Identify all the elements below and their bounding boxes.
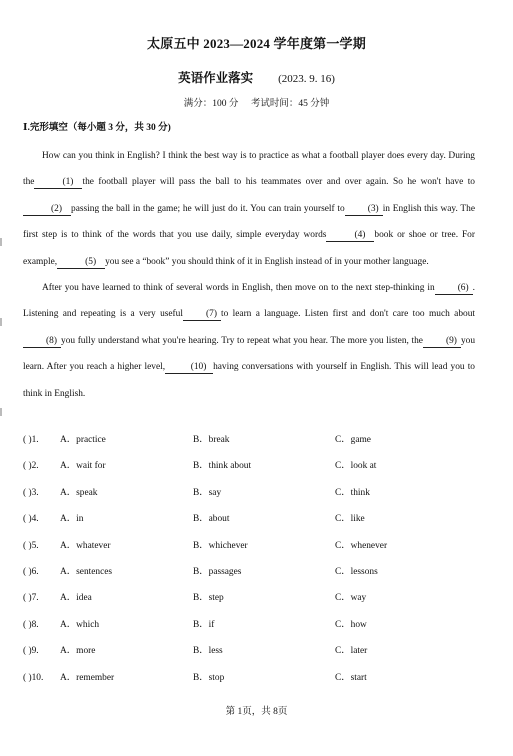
question-row (23, 512, 493, 538)
margin-mark (0, 408, 2, 416)
passage-text: you fully understand what you're hearing. Try to repeat what you hear. The more you listen, the (61, 335, 423, 346)
question-number: ( )9. (23, 646, 39, 657)
option-b: B．stop (193, 672, 225, 683)
question-row (23, 459, 493, 485)
page-subtitle (0, 68, 513, 86)
option-b: B．less (193, 646, 223, 657)
passage-text: How can you think in English? I think the best way is to practice as what a football player does every day. During the (23, 151, 475, 188)
option-a: A．idea (60, 593, 92, 604)
option-c: C．how (335, 619, 367, 630)
passage-text: in English this way. The first step is to think of the words that you use daily, simple everyday words (23, 203, 475, 241)
time-text: 考试时间：45 分钟 (250, 99, 330, 109)
passage-text: . Listening and repeating is a very useful (23, 283, 475, 320)
question-number: ( )8. (23, 619, 39, 630)
question-number: ( )10. (23, 672, 44, 683)
blank-10: (10) (165, 361, 213, 374)
passage-text: book or shoe or tree. For example, (23, 230, 475, 267)
blank-5: (5) (57, 256, 105, 269)
exam-meta (0, 95, 513, 109)
score-text: 满分：100 分 (183, 99, 239, 109)
margin-mark (0, 238, 2, 246)
option-a: A．wait for (60, 461, 106, 472)
question-row (23, 618, 493, 644)
option-c: C．way (335, 593, 367, 604)
option-b: B．say (193, 487, 222, 498)
blank-4: (4) (326, 229, 374, 242)
option-a: A．sentences (60, 566, 113, 577)
passage-text: After you have learned to think of several words in English, then move on to the next step-thinking in (42, 283, 435, 294)
option-c: C．lessons (335, 566, 378, 577)
option-a: A．which (60, 619, 100, 630)
question-number: ( )6. (23, 566, 39, 577)
blank-9: (9) (423, 335, 461, 348)
option-a: A．more (60, 646, 96, 657)
question-row (23, 486, 493, 512)
date-text: (2023. 9. 16) (278, 73, 335, 85)
page-footer: 第 1页，共 8页 (225, 707, 288, 717)
question-number: ( )1. (23, 435, 39, 445)
blank-8: (8) (23, 335, 61, 348)
passage-text: to learn a language. Listen first and don't care too much about (220, 309, 475, 320)
option-b: B．break (193, 435, 230, 445)
question-number: ( )2. (23, 461, 39, 472)
section-heading: Ⅰ.完形填空（每小题 3 分，共 30 分) (23, 123, 171, 133)
option-c: C．think (335, 487, 370, 498)
option-b: B．about (193, 514, 230, 525)
passage-text: the football player will pass the ball to his teammates over and over again. So he won't have to (82, 177, 475, 188)
option-a: A．remember (60, 672, 115, 683)
passage-text: having conversations with yourself in English. This will lead you to think in English. (23, 362, 475, 399)
blank-2: (2) (23, 203, 71, 216)
option-c: C．start (335, 672, 367, 683)
paragraph-1 (23, 143, 475, 275)
page-title: 太原五中 2023—2024 学年度第一学期 (147, 36, 366, 51)
margin-mark (0, 318, 2, 326)
question-row (23, 671, 493, 697)
question-row (23, 565, 493, 591)
question-number: ( )3. (23, 487, 39, 498)
question-number: ( )4. (23, 514, 39, 525)
blank-7: (7) (183, 308, 221, 321)
paragraph-2 (23, 275, 475, 407)
subtitle-text: 英语作业落实 (178, 71, 254, 85)
blank-1: (1) (34, 176, 82, 189)
question-row (23, 539, 493, 565)
question-number: ( )5. (23, 540, 39, 551)
option-a: A．in (60, 514, 84, 525)
option-b: B．if (193, 619, 215, 630)
option-c: C．look at (335, 461, 377, 472)
option-b: B．whichever (193, 540, 248, 551)
option-c: C．whenever (335, 540, 388, 551)
option-a: A．speak (60, 487, 98, 498)
blank-6: (6) (435, 282, 473, 295)
question-options-list (23, 433, 493, 697)
question-row (23, 644, 493, 670)
option-c: C．like (335, 514, 365, 525)
cloze-passage (23, 143, 475, 407)
question-row (23, 433, 493, 459)
option-b: B．think about (193, 461, 252, 472)
passage-text: you learn. After you reach a higher level, (23, 335, 475, 373)
passage-text: you see a “book” you should think of it in English instead of in your mother language. (105, 256, 429, 267)
question-number: ( )7. (23, 593, 39, 604)
option-b: B．step (193, 593, 224, 604)
option-a: A．whatever (60, 540, 111, 551)
option-c: C．later (335, 646, 368, 657)
option-b: B．passages (193, 566, 242, 577)
option-c: C．game (335, 435, 371, 445)
question-row (23, 591, 493, 617)
blank-3: (3) (345, 203, 383, 216)
option-a: A．practice (60, 435, 106, 445)
passage-text: passing the ball in the game; he will just do it. You can train yourself to (71, 203, 345, 214)
